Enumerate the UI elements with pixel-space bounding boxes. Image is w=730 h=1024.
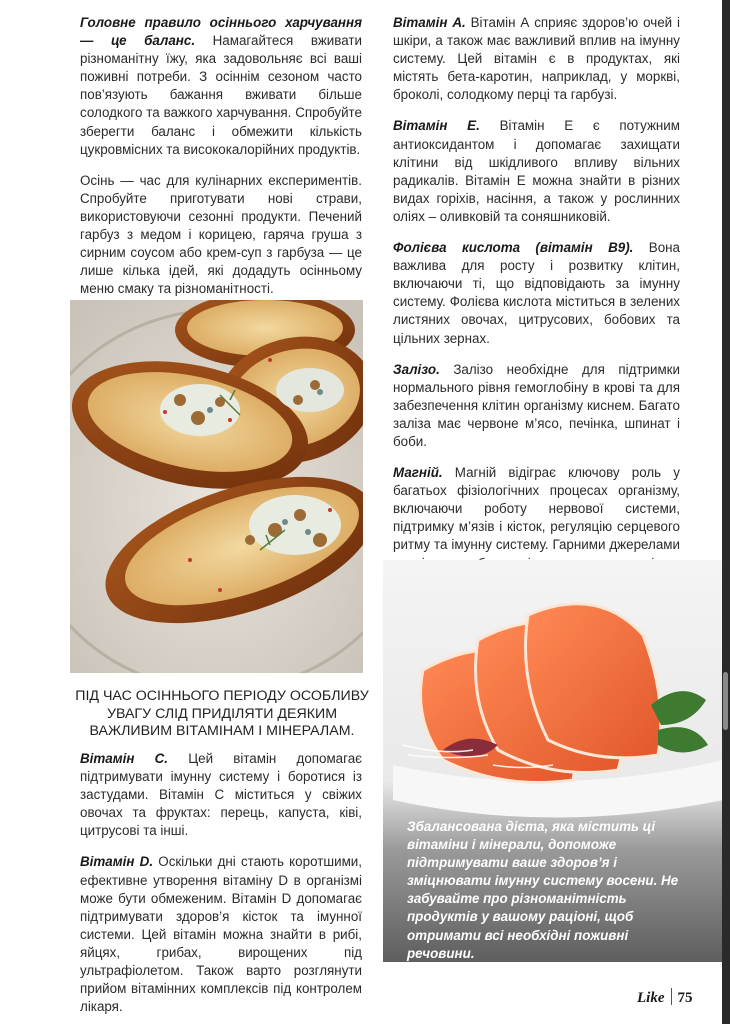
- paragraph-lead: Вітамін D.: [80, 854, 154, 870]
- paragraph-text: Цей вітамін допомагає підтримувати імунну систему і боротися із застудами. Вітамін С міститься у свіжих овочах та фруктах: перець, капуста, ківі, цитрусові та інші.: [80, 751, 362, 839]
- paragraph-text: Вітамін А сприяє здоров’ю очей і шкіри, а також має важливий вплив на імунну систему. Цей вітамін є в продуктах, які містять бета-каротин, наприклад, у моркві, броколі, солодкому перці та гарбузі.: [393, 15, 680, 103]
- scrollbar-thumb[interactable]: [723, 672, 728, 730]
- paragraph-text: Намагайтеся вживати різноманітну їжу, яка задовольняє всі ваші поживні потреби. З осіннім сезоном часто пов’язують бажання вживати більше солодкого та важкого харчування. Спробуйте зберегти баланс і обмежити кількість цукровмісних та висококалорійних продуктів.: [80, 33, 362, 157]
- paragraph-text: Вона важлива для росту і розвитку клітин, включаючи ті, що відповідають за імунну систему. Фолієва кислота міститься в зелених листяних овочах, цитрусових, бобових та цільних зернах.: [393, 240, 680, 346]
- vitamin-a-paragraph: [393, 14, 680, 104]
- vitamin-c-paragraph: [80, 750, 362, 840]
- page-number: 75: [677, 990, 693, 1006]
- paragraph-text: Магній відіграє ключову роль у багатьох фізіологічних процесах організму, включаючи роботу нервової системи, підтримку м’язів і кісток, регуляцію серцевого ритму та імунну систему. Гарними джерелами: [393, 465, 680, 553]
- section-callout: ПІД ЧАС ОСІННЬОГО ПЕРІОДУ ОСОБЛИВУ УВАГУ СЛІД ПРИДІЛЯТИ ДЕЯКИМ ВАЖЛИВИМ ВІТАМІНАМ І МІНЕРАЛАМ.: [75, 688, 369, 739]
- paragraph-lead: Головне правило осіннього харчування — це баланс.: [80, 15, 362, 49]
- left-column: [80, 14, 362, 311]
- footer-divider: [671, 988, 672, 1005]
- paragraph-experiments: [80, 172, 362, 299]
- vitamin-d-paragraph: [80, 853, 362, 1016]
- paragraph-lead: Вітамін Е.: [393, 118, 480, 134]
- paragraph-lead: Фолієва кислота (вітамін В9).: [393, 240, 634, 256]
- baked-pears-photo: [70, 300, 363, 673]
- paragraph-lead: Вітамін С.: [80, 751, 169, 766]
- paragraph-text: Залізо необхідне для підтримки нормального рівня гемоглобіну в крові та для забезпечення клітин організму киснем. Багато заліза має червоне м’ясо, печінка, шпинат і боби.: [393, 361, 680, 449]
- page-footer: [637, 988, 693, 1007]
- paragraph-text: Вітамін Е є потужним антиоксидантом і допомагає захищати клітини від шкідливого впливу вільних радикалів. Вітамін Е можна знайти в різних видах горіхів, насіння, а також у рослинних оліях – оливковій та соняшниковій.: [393, 118, 680, 224]
- paragraph-balance: [80, 14, 362, 159]
- vitamin-e-paragraph: [393, 117, 680, 226]
- magazine-logo: Like: [637, 990, 665, 1006]
- left-vitamins-column: [80, 750, 362, 1024]
- right-column: [393, 14, 680, 622]
- photo-caption: Збалансована дієта, яка містить ці вітаміни і мінерали, допоможе підтримувати ваше здоров’я і зміцнювати імунну систему восени. Не забувайте про різноманітність продуктів у вашому раціоні, щоб отримати всі необхідні поживні речовини.: [407, 819, 679, 961]
- paragraph-text: Оскільки дні стають коротшими, ефективне утворення вітаміну D в організмі може бути обмеженим. Вітамін D допомагає підтримувати здоров’я кісток та імунної системи. Цей вітамін можна знайти в рибі, яйцях, грибах, вирощених під ультрафіолетом. Також варто розглянути прийом вітамінних комплексів під контролем лікаря.: [80, 854, 362, 1015]
- paragraph-lead: Вітамін А.: [393, 15, 466, 30]
- paragraph-text: Осінь — час для кулінарних експериментів. Спробуйте приготувати нові страви, використовуючи сезонні продукти. Печений гарбуз з медом і корицею, гаряча груша з сирним соусом або крем-суп з гарбуза — це лише кілька ідей, які додадуть осінньому меню смаку та різноманітності.: [80, 172, 362, 297]
- vertical-scrollbar[interactable]: [722, 0, 730, 1024]
- iron-paragraph: [393, 361, 680, 451]
- paragraph-lead: Магній.: [393, 465, 443, 481]
- folic-acid-paragraph: [393, 239, 680, 348]
- paragraph-lead: Залізо.: [393, 361, 440, 377]
